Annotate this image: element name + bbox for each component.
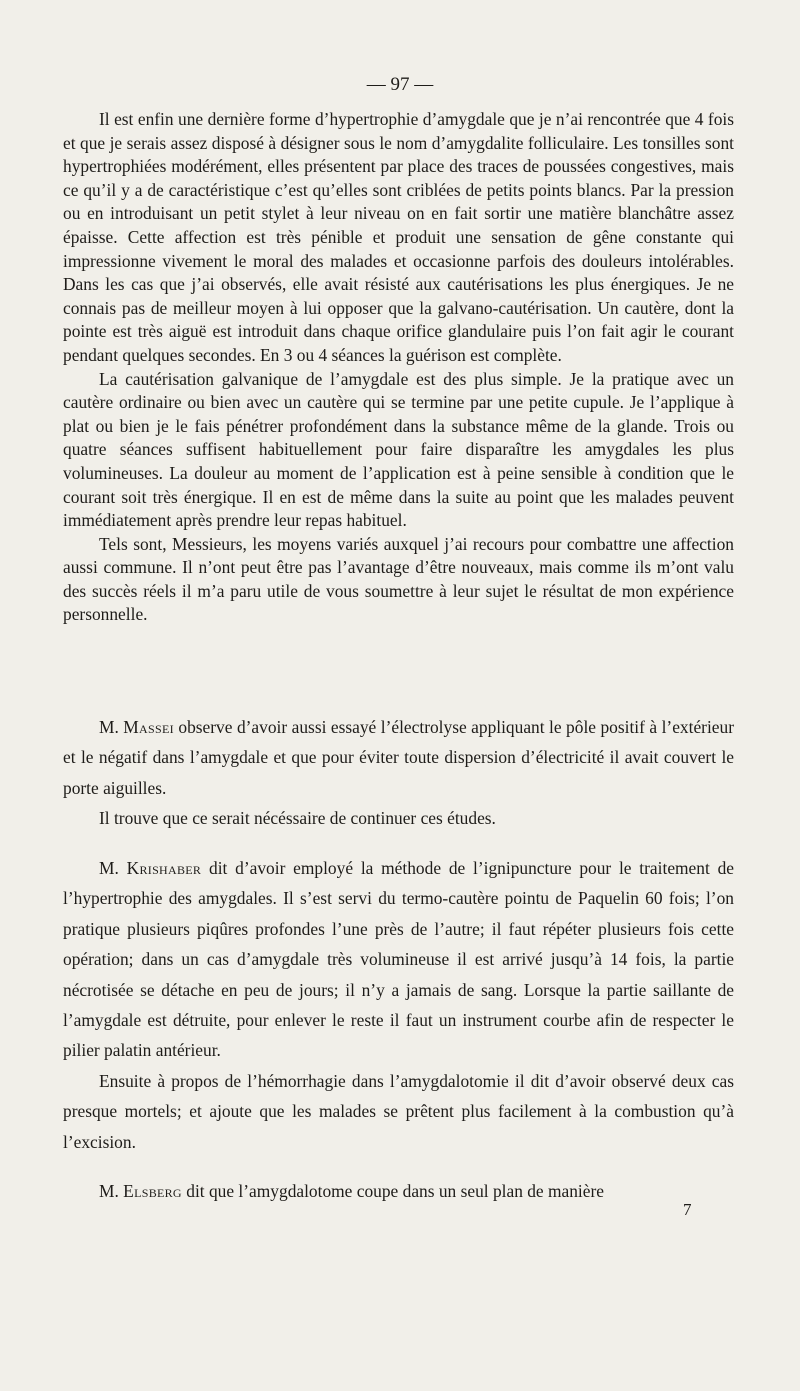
paragraph-amygdalite-folliculaire: Il est enfin une dernière forme d’hypertrophie d’amygdale que je n’ai rencontrée que 4 fois et que je serais assez disposé à désigner sous le nom d’amygdalite folliculaire. Les tonsilles sont hypertrophiées modérément, elles présentent par place des traces de poussées congestives, mais ce qu’il y a de caractéristique c’est qu’elles sont criblées de petits points blancs. Par la pression ou en introduisant un petit stylet à leur niveau on en fait sortir une matière blanchâtre assez épaisse. Cette affection est très pénible et produit une sensation de gêne constante qui impressionne vivement le moral des malades et occasionne parfois des douleurs intolérables. Dans les cas que j’ai observés, elle avait résisté aux cautérisations les plus énergiques. Je ne connais pas de meilleur moyen à lui opposer que la galvano-cautérisation. Un cautère, dont la pointe est très aiguë est introduit dans chaque orifice glandulaire puis l’on fait agir le courant pendant quelques secondes. En 3 ou 4 séances la guérison est complète. (63, 109, 734, 365)
krishaber-remark (63, 853, 734, 1066)
speaker-name-elsberg: Elsberg (123, 1181, 182, 1201)
continuation-section (63, 108, 734, 627)
massei-text: observe d’avoir aussi essayé l’électrolyse appliquant le pôle positif à l’extérieur et le négatif dans l’amygdale et que pour éviter toute dispersion d’électricité il avait couvert le porte aiguilles. (63, 717, 734, 798)
speaker-name-massei: Massei (123, 717, 174, 737)
massei-remark (63, 712, 734, 803)
massei-conclusion: Il trouve que ce serait nécéssaire de continuer ces études. (99, 808, 496, 829)
elsberg-text: dit que l’amygdalotome coupe dans un seul plan de manière (186, 1181, 604, 1201)
speaker-name-krishaber: Krishaber (126, 858, 202, 878)
krishaber-hemorrhagie: Ensuite à propos de l’hémorrhagie dans l’amygdalotomie il dit d’avoir observé deux cas presque mortels; et ajoute que les malades se prêtent plus facilement à la combustion qu’à l’excision. (63, 1070, 734, 1152)
speaker-title: M. (99, 717, 119, 737)
elsberg-section (63, 1176, 734, 1206)
speaker-title: M. (99, 1181, 119, 1201)
krishaber-text: dit d’avoir employé la méthode de l’ignipuncture pour le traitement de l’hypertrophie des amygdales. Il s’est servi du termo-cautère pointu de Paquelin 60 fois; l’on pratique plusieurs piqûres profondes l’une près de l’autre; il faut répéter plusieurs fois cette opération; dans un cas d’amygdale très volumineuse il est arrivé jusqu’à 14 fois, la partie nécrotisée se détache en peu de jours; il n’y a jamais de sang. Lorsque la partie saillante de l’amygdale est détruite, pour enlever le reste il faut un instrument courbe afin de respecter le pilier palatin antérieur. (63, 858, 735, 1061)
elsberg-remark (63, 1176, 734, 1206)
paragraph-cauterisation-galvanique: La cautérisation galvanique de l’amygdale est des plus simple. Je la pratique avec un cautère ordinaire ou bien avec un cautère qui se termine par une petite cupule. Je l’applique à plat ou bien je le fais pénétrer profondément dans la substance même de la glande. Trois ou quatre séances suffisent habituellement pour faire disparaître les amygdales les plus volumineuses. La douleur au moment de l’application est à peine sensible à condition que le courant soit très énergique. Il en est de même dans la suite au point que les malades peuvent immédiatement après prendre leur repas habituel. (63, 368, 734, 531)
speaker-title: M. (99, 858, 119, 878)
paragraph-conclusion: Tels sont, Messieurs, les moyens variés auxquel j’ai recours pour combattre une affection aussi commune. Il n’ont peut être pas l’avantage d’être nouveaux, mais comme ils m’ont valu des succès réels il m’a paru utile de vous soumettre à leur sujet le résultat de mon expérience personnelle. (63, 533, 734, 625)
massei-section (63, 712, 734, 834)
signature-mark: 7 (683, 1200, 692, 1219)
page-number-header: — 97 — (366, 74, 434, 95)
krishaber-section (63, 853, 734, 1157)
